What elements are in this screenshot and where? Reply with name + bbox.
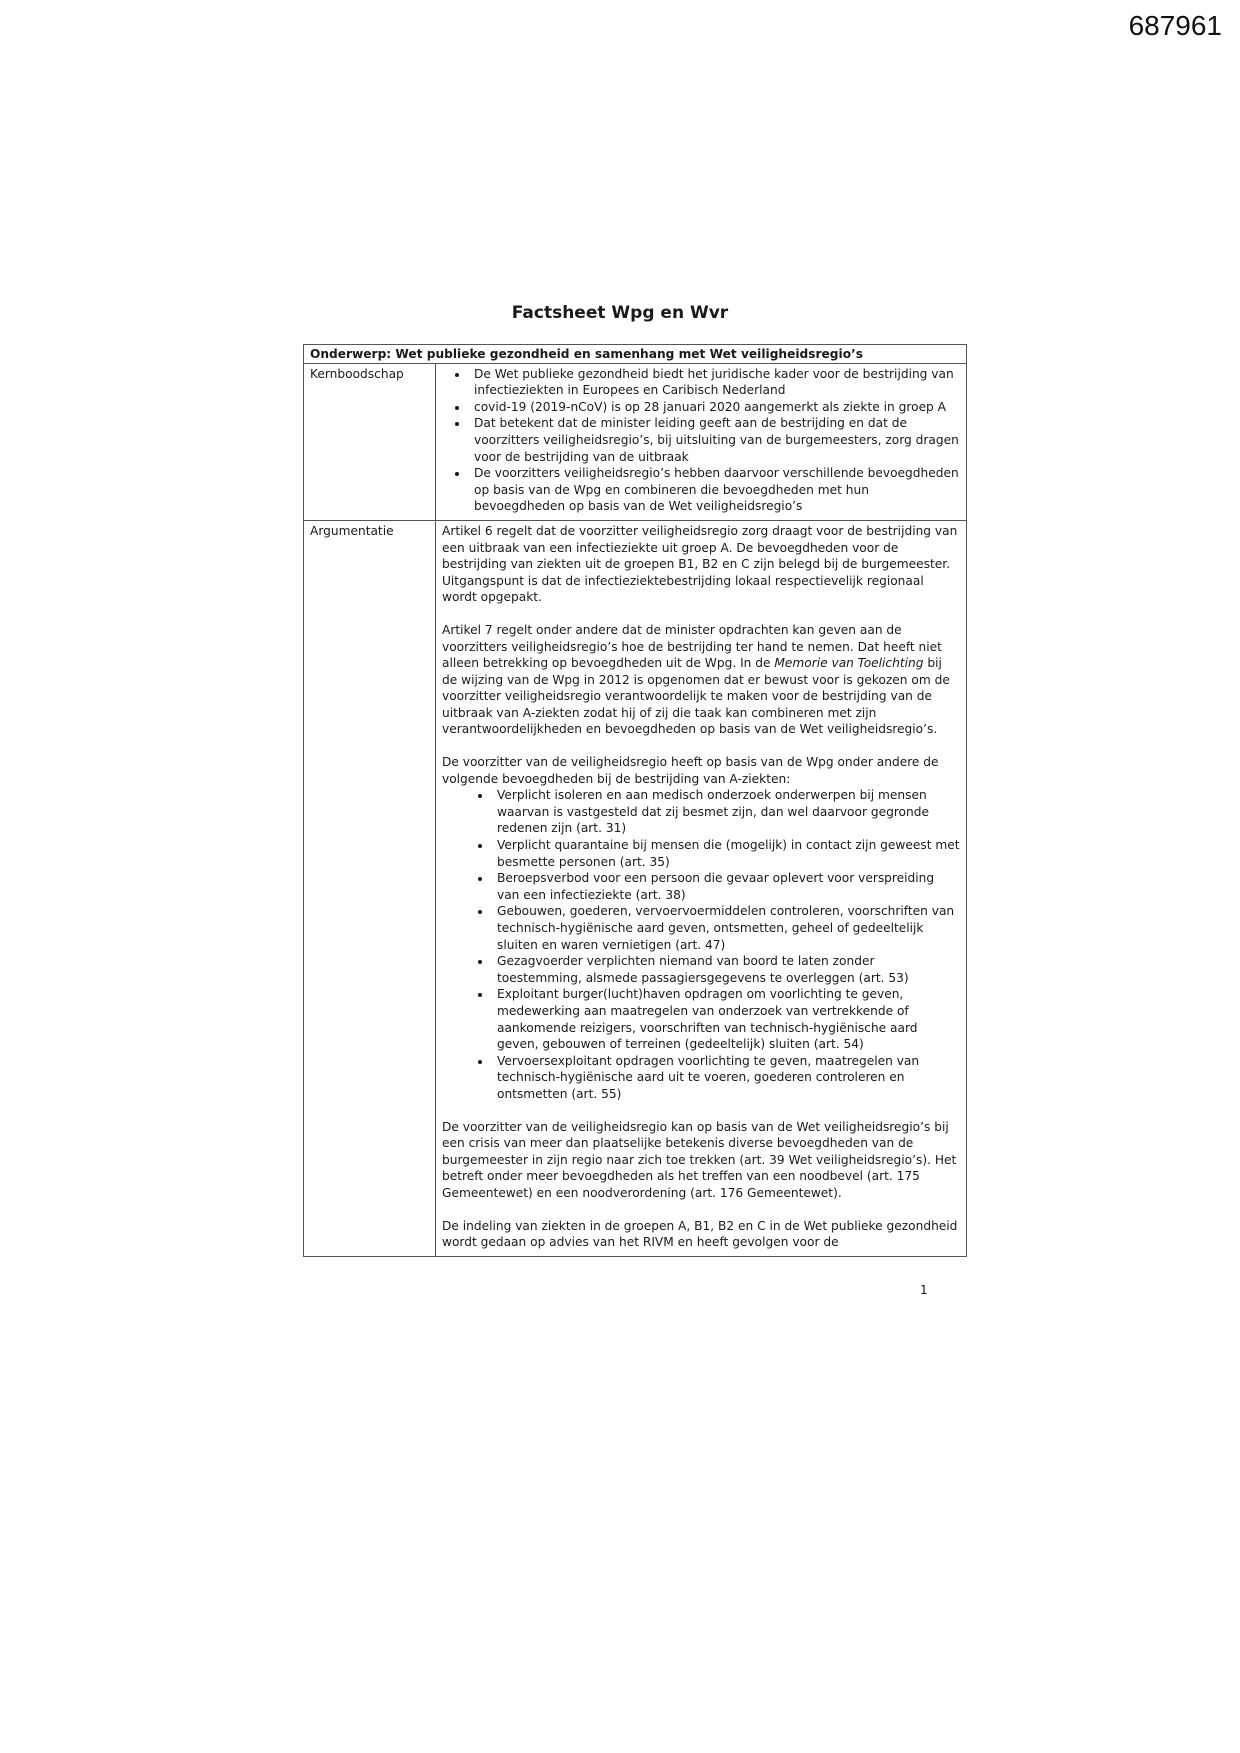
argumentatie-row	[304, 520, 967, 1256]
page-number: 1	[920, 1283, 928, 1297]
list-item: • Gezagvoerder verplichten niemand van boord te laten zonder toestemming, alsmede passagiersgegevens te overleggen (art. 53)	[492, 953, 960, 986]
paragraph-artikel-7	[442, 622, 960, 738]
list-item: • Vervoersexploitant opdragen voorlichting te geven, maatregelen van technisch-hygiënische aard uit te voeren, goederen controleren en ontsmetten (art. 55)	[492, 1053, 960, 1103]
kernboodschap-list	[442, 366, 960, 515]
list-item: • Dat betekent dat de minister leiding geeft aan de bestrijding en dat de voorzitters veiligheidsregio’s, bij uitsluiting van de burgemeesters, zorg dragen voor de bestrijding van de uitbraak	[469, 415, 960, 465]
memorie-van-toelichting-text: Memorie van Toelichting	[774, 656, 924, 671]
list-item: • Verplicht quarantaine bij mensen die (mogelijk) in contact zijn geweest met besmette personen (art. 35)	[492, 837, 960, 870]
bevoegdheden-block	[442, 754, 960, 1102]
list-item: • Gebouwen, goederen, vervoervoermiddelen controleren, voorschriften van technisch-hygiënische aard geven, ontsmetten, geheel of gedeeltelijk sluiten en waren vernietigen (art. 47)	[492, 903, 960, 953]
bevoegdheden-intro: De voorzitter van de veiligheidsregio heeft op basis van de Wpg onder andere de volgende bevoegdheden bij de bestrijding van A-ziekten:	[442, 755, 939, 786]
list-item: • Verplicht isoleren en aan medisch onderzoek onderwerpen bij mensen waarvan is vastgesteld dat zij besmet zijn, dan wel daarvoor gegronde redenen zijn (art. 31)	[492, 787, 960, 837]
paragraph-text: Artikel 7 regelt onder andere dat de minister opdrachten kan geven aan de voorzitters veiligheidsregio’s hoe de bestrijding ter hand te nemen. Dat heeft niet alleen betrekking op bevoegdheden uit de Wpg. In de	[442, 622, 942, 671]
list-item: • covid-19 (2019-nCoV) is op 28 januari 2020 aangemerkt als ziekte in groep A	[469, 399, 960, 416]
kernboodschap-row	[304, 363, 967, 520]
factsheet-table	[303, 344, 967, 1257]
list-item: • Beroepsverbod voor een persoon die gevaar oplevert voor verspreiding van een infectieziekte (art. 38)	[492, 870, 960, 903]
paragraph-indeling-ziekten: De indeling van ziekten in de groepen A, B1, B2 en C in de Wet publieke gezondheid wordt gedaan op advies van het RIVM en heeft gevolgen voor de	[442, 1218, 958, 1250]
page-title: Factsheet Wpg en Wvr	[511, 303, 729, 323]
paragraph-artikel-6: Artikel 6 regelt dat de voorzitter veiligheidsregio zorg draagt voor de bestrijding van een uitbraak van een infectieziekte uit groep A. De bevoegdheden voor de bestrijding van ziekten uit de groepen B1, B2 en C zijn belegd bij de burgemeester. Uitgangspunt is dat de infectieziektebestrijding lokaal respectievelijk regionaal wordt opgepakt.	[442, 523, 958, 605]
subject-heading: Onderwerp: Wet publieke gezondheid en samenhang met Wet veiligheidsregio’s	[304, 345, 967, 364]
paragraph-text: bij de wijzing van de Wpg in 2012 is opgenomen dat er bewust voor is gekozen om de voorzitter veiligheidsregio verantwoordelijk te maken voor de bestrijding van de uitbraak van A-ziekten zodat hij of zij die taak kan combineren met zijn verantwoordelijkheden en bevoegdheden op basis van de Wet veiligheidsregio’s.	[442, 656, 950, 737]
list-item: • Exploitant burger(lucht)haven opdragen om voorlichting te geven, medewerking aan maatregelen van onderzoek van vertrekkende of aankomende reizigers, voorschriften van technisch-hygiënische aard geven, gebouwen of terreinen (gedeeltelijk) sluiten (art. 54)	[492, 986, 960, 1052]
subject-row	[304, 345, 967, 364]
paragraph-wet-veiligheidsregios: De voorzitter van de veiligheidsregio kan op basis van de Wet veiligheidsregio’s bij een crisis van meer dan plaatselijke betekenis diverse bevoegdheden van de burgemeester in zijn regio naar zich toe trekken (art. 39 Wet veiligheidsregio’s). Het betreft onder meer bevoegdheden als het treffen van een noodbevel (art. 175 Gemeentewet) en een noodverordening (art. 176 Gemeentewet).	[442, 1119, 957, 1200]
list-item: • De Wet publieke gezondheid biedt het juridische kader voor de bestrijding van infectieziekten in Europees en Caribisch Nederland	[469, 366, 960, 399]
list-item: • De voorzitters veiligheidsregio’s hebben daarvoor verschillende bevoegdheden op basis van de Wpg en combineren die bevoegdheden met hun bevoegdheden op basis van de Wet veiligheidsregio’s	[469, 465, 960, 515]
kernboodschap-content	[436, 363, 967, 520]
bevoegdheden-list	[442, 787, 960, 1102]
document-id: 687961	[1128, 10, 1222, 41]
argumentatie-content	[436, 520, 967, 1256]
kernboodschap-label: Kernboodschap	[304, 363, 436, 520]
argumentatie-label: Argumentatie	[304, 520, 436, 1256]
